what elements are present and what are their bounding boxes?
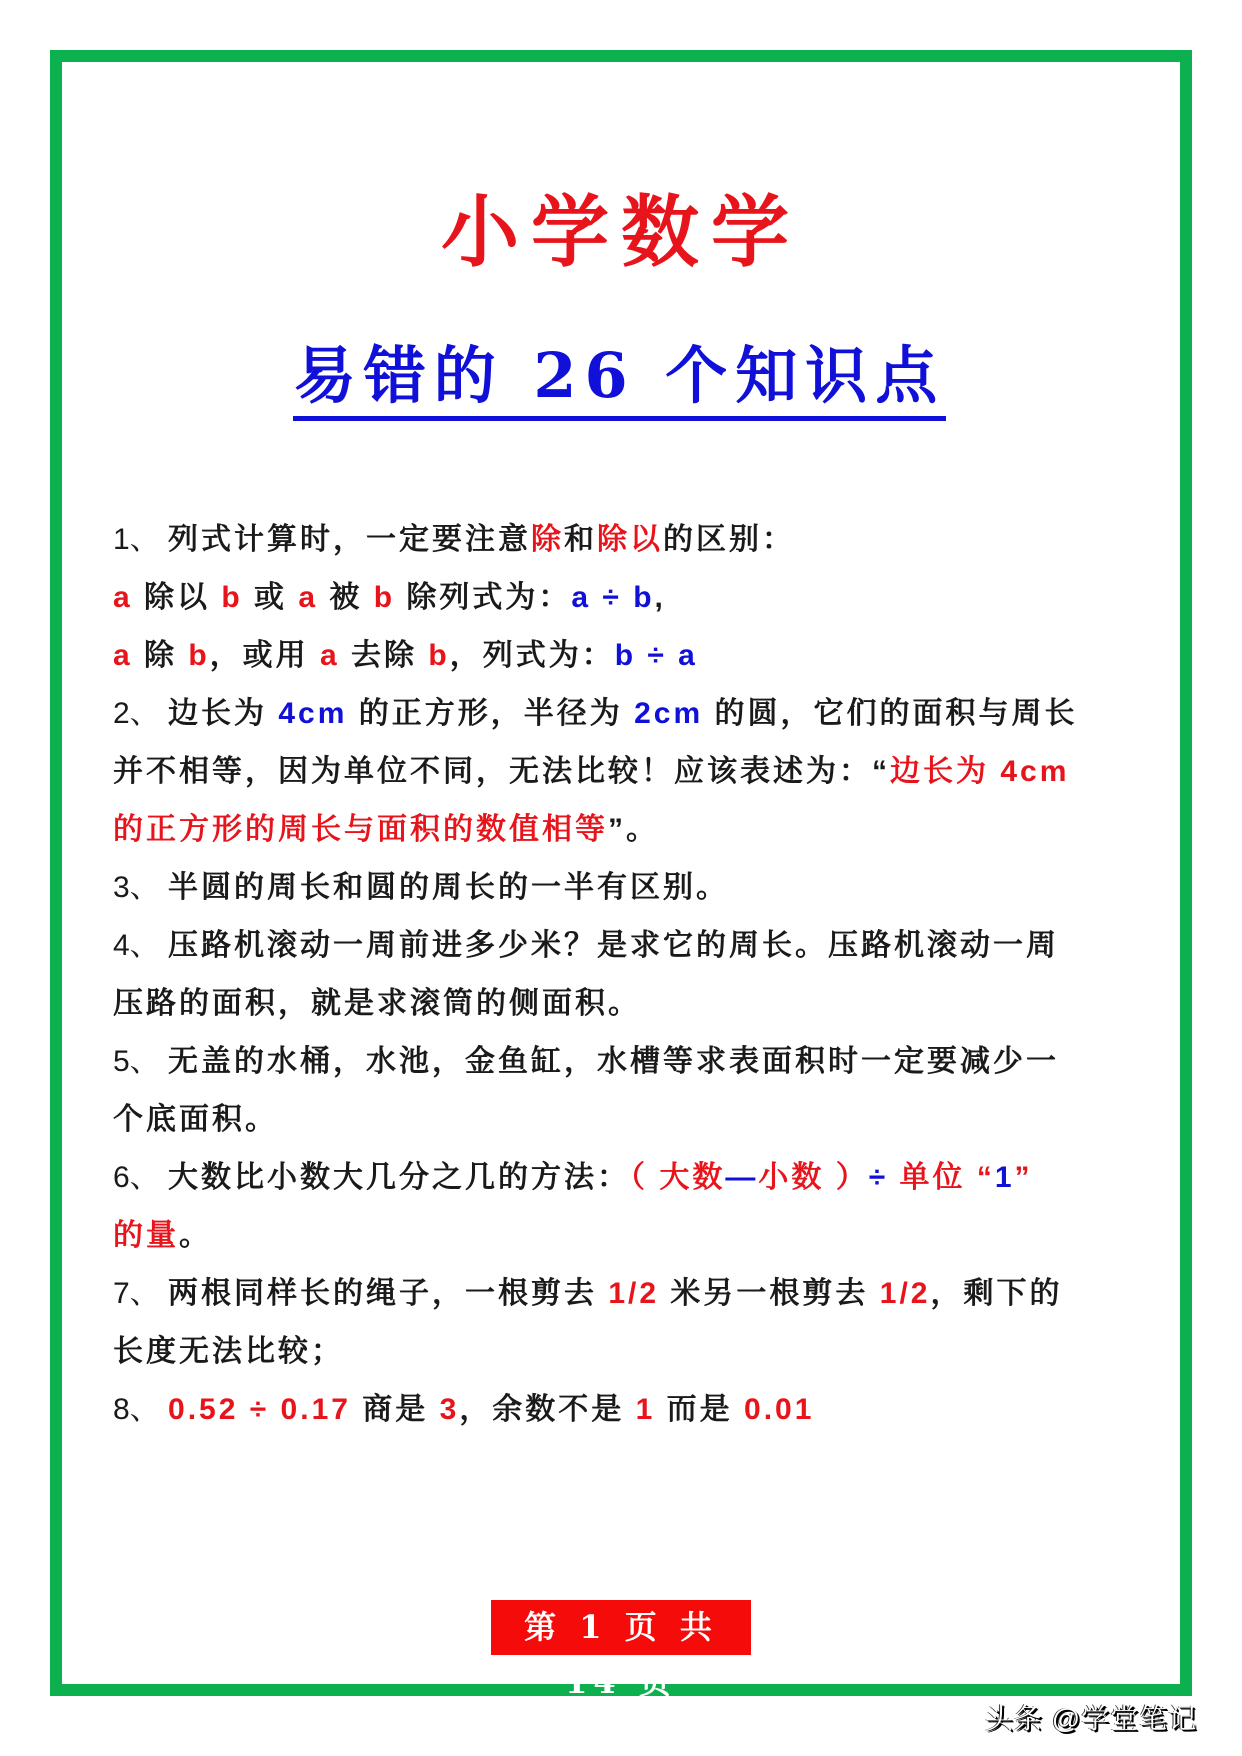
item-text: 边长为: [168, 697, 279, 730]
item-text: 商是: [350, 1393, 440, 1426]
item-text: 除列式为：: [395, 581, 572, 614]
highlighted-text: 1: [994, 1161, 1015, 1194]
item-text: 列式计算时，一定要注意: [168, 523, 532, 556]
page-title: 小学数学: [440, 187, 801, 278]
item-text: 的圆，它们的面积与周长: [703, 697, 1078, 730]
highlighted-text: a ÷ b: [571, 581, 655, 614]
item-text: 半圆的周长和圆的周长的一半有区别。: [168, 871, 730, 904]
item-text: 并不相等，因为单位不同，无法比较！应该表述为：“: [113, 755, 890, 788]
highlighted-text: （ 大数: [630, 1161, 726, 1194]
item-text: 个底面积。: [113, 1103, 278, 1136]
item-text: ，或用: [209, 639, 321, 672]
highlighted-text: 除: [531, 523, 565, 556]
list-item: [113, 511, 1133, 685]
list-item-line: [113, 859, 1133, 917]
item-text: 的正方形，半径为: [347, 697, 635, 730]
item-text: ，剩下的: [930, 1277, 1063, 1310]
item-text: 压路机滚动一周前进多少米？是求它的周长。压路机滚动一周: [168, 929, 1060, 962]
highlighted-text: a: [113, 581, 133, 614]
item-text: ,: [654, 581, 666, 614]
item-number: 1、: [113, 523, 169, 556]
list-item-line: [113, 1323, 1133, 1381]
highlighted-text: 的正方形的周长与面积的数值相等: [113, 813, 608, 846]
list-item-line: [113, 1381, 1133, 1439]
highlighted-text: —: [725, 1161, 759, 1194]
highlighted-text: 单位 “: [888, 1161, 995, 1194]
list-item: [113, 859, 1133, 917]
list-item-line: [113, 1091, 1133, 1149]
list-item-line: [113, 1265, 1133, 1323]
highlighted-text: b ÷ a: [614, 639, 698, 672]
list-item: [113, 1265, 1133, 1381]
item-text: 米另一根剪去: [659, 1277, 880, 1310]
list-item: [113, 685, 1133, 859]
item-text: 或: [242, 581, 299, 614]
item-number: 8、: [113, 1393, 169, 1426]
highlighted-text: 2cm: [634, 697, 704, 730]
highlighted-text: 1/2: [608, 1277, 660, 1310]
list-item-line: [113, 627, 1133, 685]
highlighted-text: 1/2: [879, 1277, 931, 1310]
highlighted-text: b: [428, 639, 450, 672]
list-item-line: [113, 511, 1133, 569]
highlighted-text: b: [188, 639, 210, 672]
highlighted-text: ÷: [868, 1161, 889, 1194]
item-text: 两根同样长的绳子，一根剪去: [168, 1277, 609, 1310]
item-text: 被: [318, 581, 374, 614]
highlighted-text: 除以: [597, 523, 664, 556]
watermark: 头条 @学堂笔记: [985, 1703, 1198, 1734]
list-item: [113, 1149, 1133, 1265]
item-number: 3、: [113, 871, 169, 904]
highlighted-text: 边长为 4cm: [890, 755, 1070, 788]
item-number: 4、: [113, 929, 169, 962]
item-text: 大数比小数大几分之几的方法：: [168, 1161, 631, 1194]
list-item: [113, 1033, 1133, 1149]
item-text: 除: [132, 639, 189, 672]
list-item-line: [113, 1033, 1133, 1091]
item-text: ”。: [608, 813, 659, 846]
highlighted-text: b: [373, 581, 396, 614]
item-number: 5、: [113, 1045, 169, 1078]
list-item-line: [113, 975, 1133, 1033]
item-text: 无盖的水桶，水池，金鱼缸，水槽等求表面积时一定要减少一: [168, 1045, 1060, 1078]
highlighted-text: 小数 ）: [758, 1161, 869, 1194]
item-number: 7、: [113, 1277, 169, 1310]
page-number-badge: 第 1 页 共 14 页: [491, 1600, 751, 1655]
highlighted-text: a: [320, 639, 340, 672]
item-number: 6、: [113, 1161, 169, 1194]
highlighted-text: 0.01: [744, 1393, 815, 1426]
item-text: 和: [564, 523, 598, 556]
list-item-line: [113, 1149, 1133, 1207]
highlighted-text: 的量: [113, 1219, 179, 1252]
list-item: [113, 917, 1133, 1033]
highlighted-text: ”: [1014, 1161, 1033, 1194]
item-text: 的区别：: [663, 523, 796, 556]
highlighted-text: 0.52 ÷ 0.17: [168, 1393, 351, 1426]
list-item-line: [113, 801, 1133, 859]
highlighted-text: 1: [635, 1393, 656, 1426]
highlighted-text: 4cm: [278, 697, 348, 730]
list-item-line: [113, 1207, 1133, 1265]
item-text: 去除: [339, 639, 429, 672]
item-text: 长度无法比较；: [113, 1335, 344, 1368]
page-subtitle: 易错的 26 个知识点: [293, 339, 946, 412]
item-text: ，余数不是: [459, 1393, 636, 1426]
list-item-line: [113, 917, 1133, 975]
item-text: 压路的面积，就是求滚筒的侧面积。: [113, 987, 641, 1020]
list-item: [113, 1381, 1133, 1439]
list-item-line: [113, 743, 1133, 801]
item-text: 除以: [132, 581, 222, 614]
highlighted-text: b: [221, 581, 243, 614]
knowledge-point-list: [113, 511, 1133, 1439]
item-text: 而是: [655, 1393, 745, 1426]
highlighted-text: 3: [439, 1393, 460, 1426]
item-text: 。: [179, 1219, 212, 1252]
list-item-line: [113, 685, 1133, 743]
highlighted-text: a: [113, 639, 133, 672]
highlighted-text: a: [298, 581, 319, 614]
subtitle-container: [293, 338, 946, 414]
subtitle-underline: [293, 416, 946, 421]
item-text: ，列式为：: [449, 639, 615, 672]
list-item-line: [113, 569, 1133, 627]
item-number: 2、: [113, 697, 169, 730]
